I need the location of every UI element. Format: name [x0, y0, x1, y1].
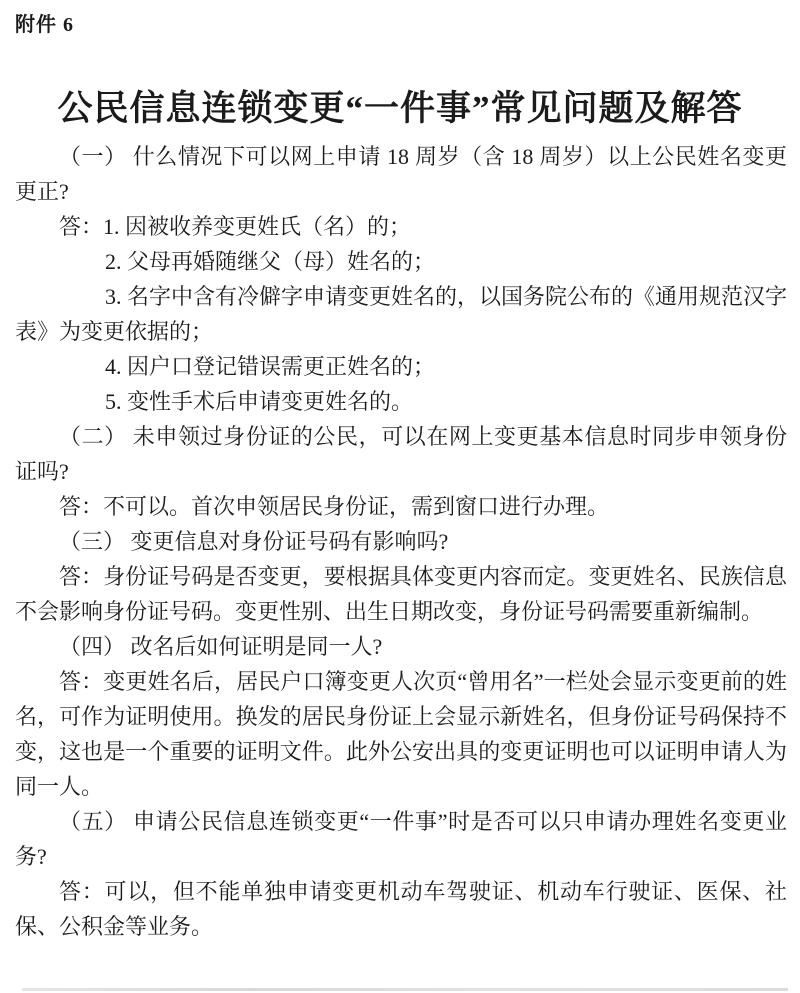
paragraph-question: （二） 未申领过身份证的公民，可以在网上变更基本信息时同步申领身份证吗?	[15, 424, 787, 484]
paragraph-question: （四） 改名后如何证明是同一人?	[59, 634, 383, 659]
paragraph-answer: 答：身份证号码是否变更，要根据具体变更内容而定。变更姓名、民族信息不会影响身份证号码。变更性别、出生日期改变，身份证号码需要重新编制。	[15, 564, 787, 624]
cutoff-next-line-artifact	[22, 988, 788, 991]
paragraph-answer: 答：1. 因被收养变更姓氏（名）的；	[59, 214, 412, 239]
paragraph-question: （三） 变更信息对身份证号码有影响吗?	[59, 529, 449, 554]
document-body	[15, 139, 787, 944]
paragraph-list-item: 4. 因户口登记错误需更正姓名的；	[105, 354, 436, 379]
page-title: 公民信息连锁变更“一件事”常见问题及解答	[57, 89, 743, 129]
paragraph-list-item: 2. 父母再婚随继父（母）姓名的；	[105, 249, 436, 274]
paragraph-question: （五） 申请公民信息连锁变更“一件事”时是否可以只申请办理姓名变更业务?	[15, 809, 787, 869]
attachment-label: 附件 6	[15, 14, 74, 36]
paragraph-list-item: 5. 变性手术后申请变更姓名的。	[105, 389, 414, 414]
paragraph-answer: 答：变更姓名后，居民户口簿变更人次页“曾用名”一栏处会显示变更前的姓名，可作为证明使用。换发的居民身份证上会显示新姓名，但身份证号码保持不变，这也是一个重要的证明文件。此外公安出具的变更证明也可以证明申请人为同一人。	[15, 669, 787, 799]
paragraph-question: （一） 什么情况下可以网上申请 18 周岁（含 18 周岁）以上公民姓名变更更正?	[15, 144, 787, 204]
paragraph-answer: 答：可以，但不能单独申请变更机动车驾驶证、机动车行驶证、医保、社保、公积金等业务。	[15, 879, 787, 939]
paragraph-list-item: 3. 名字中含有冷僻字申请变更姓名的，以国务院公布的《通用规范汉字表》为变更依据的；	[15, 284, 788, 344]
paragraph-answer: 答：不可以。首次申领居民身份证，需到窗口进行办理。	[59, 494, 610, 519]
